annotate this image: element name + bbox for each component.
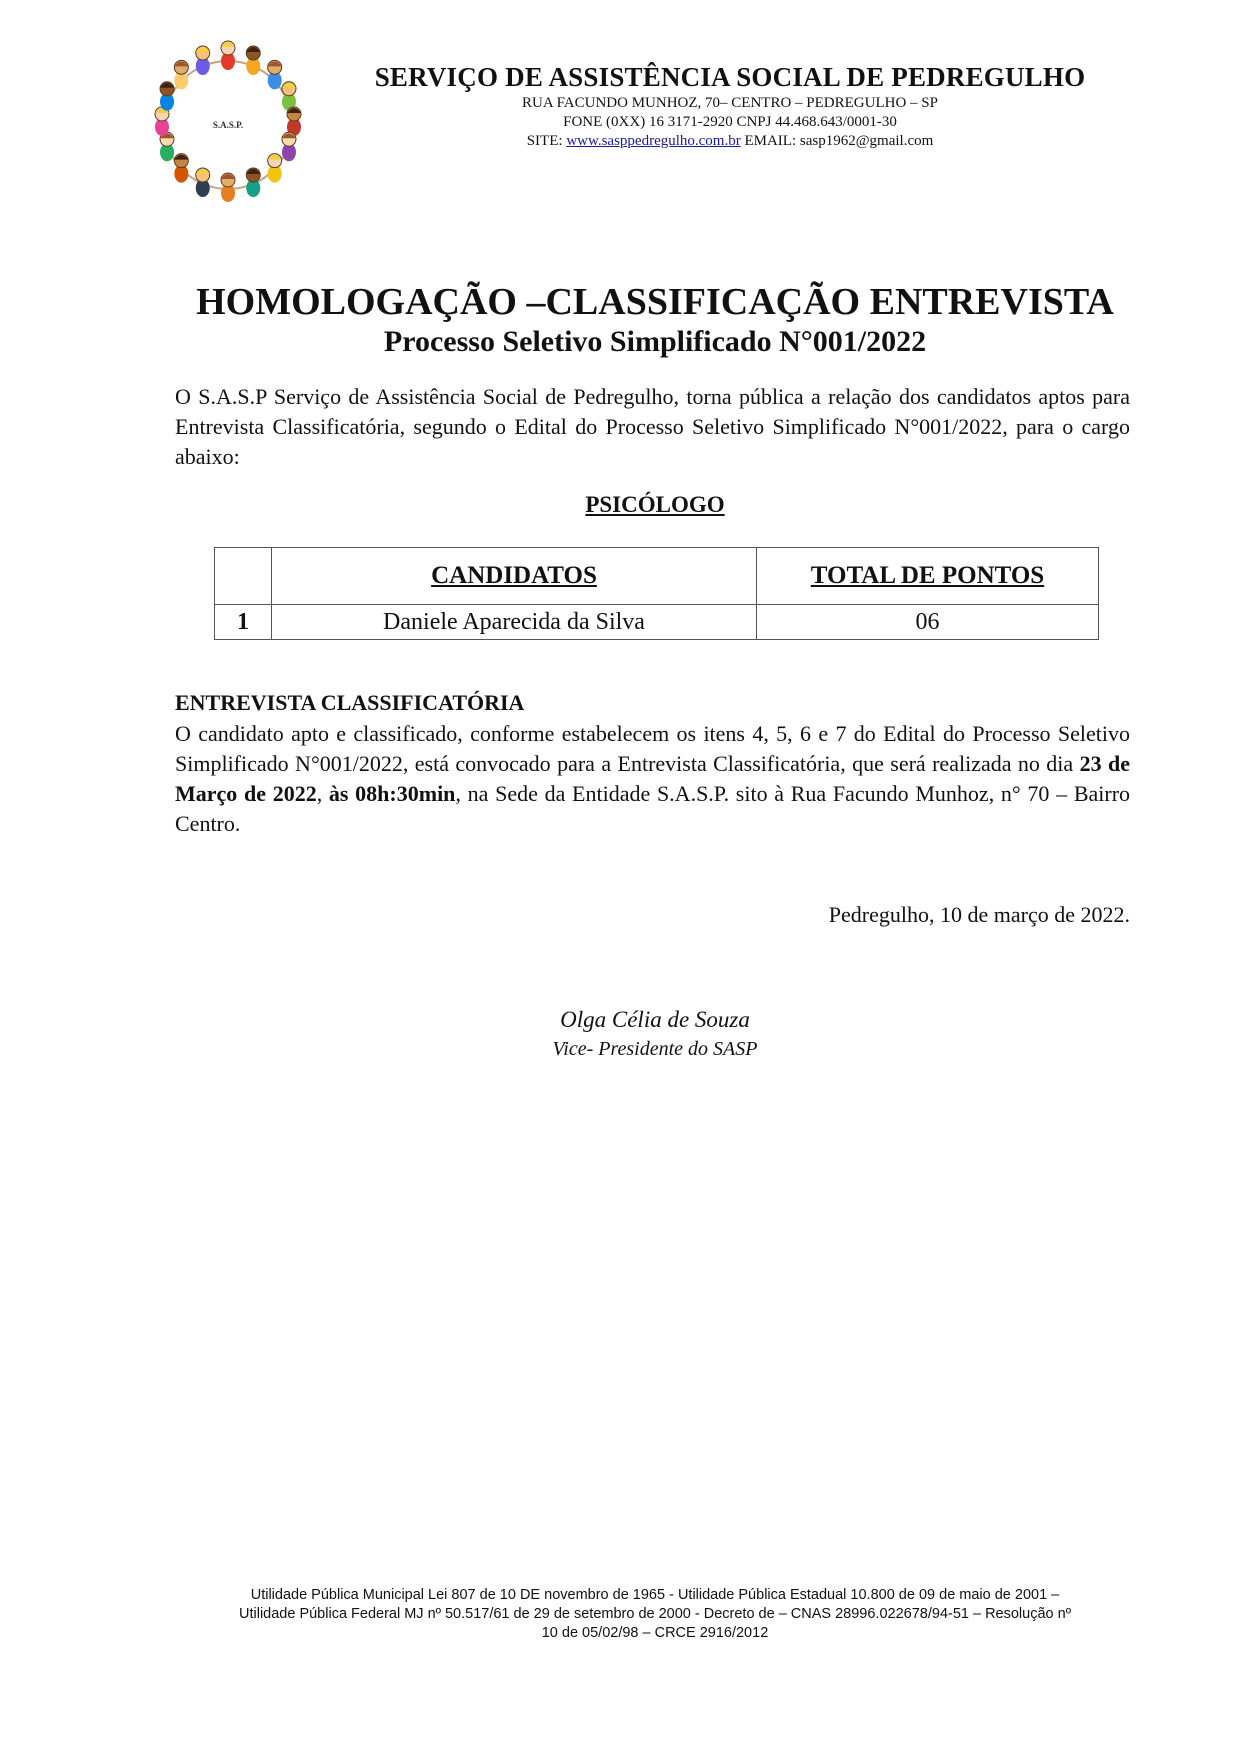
child-figure-icon	[268, 60, 282, 89]
interview-heading: ENTREVISTA CLASSIFICATÓRIA	[175, 690, 525, 715]
child-figure-icon	[196, 46, 210, 75]
child-figure-icon	[160, 82, 174, 111]
children-circle-logo-icon	[128, 30, 328, 215]
candidate-points: 06	[757, 605, 1099, 640]
place-date: Pedregulho, 10 de março de 2022.	[828, 902, 1130, 927]
role-heading: PSICÓLOGO	[585, 492, 725, 517]
email-label: EMAIL:	[740, 133, 800, 149]
child-figure-icon	[221, 41, 235, 70]
interview-date: 23 de Março de 2022	[175, 751, 1131, 806]
site-label: SITE:	[526, 133, 567, 149]
candidates-table	[214, 547, 1099, 640]
child-figure-icon	[155, 107, 169, 136]
table-row	[215, 605, 1099, 640]
org-address: RUA FACUNDO MUNHOZ, 70– CENTRO – PEDREGULHO – SP	[521, 95, 938, 111]
logo-text: S.A.S.P.	[212, 120, 244, 130]
footer-line-2: Utilidade Pública Federal MJ nº 50.517/61 de 29 de setembro de 2000 - Decreto de – CNAS 28996.022678/94-51 – Resolução nº	[239, 1606, 1071, 1622]
child-figure-icon	[246, 46, 260, 75]
header-points: TOTAL DE PONTOS	[757, 548, 1099, 605]
child-figure-icon	[160, 132, 174, 161]
child-figure-icon	[221, 173, 235, 202]
header-candidates: CANDIDATOS	[272, 548, 757, 605]
child-figure-icon	[246, 168, 260, 197]
org-contact	[340, 132, 1120, 151]
interview-text-2: ,	[316, 781, 329, 806]
row-number: 1	[215, 605, 272, 640]
table-header-row	[215, 548, 1099, 605]
intro-paragraph: O S.A.S.P Serviço de Assistência Social de Pedregulho, torna pública a relação dos candidatos aptos para Entrevista Classificatória, segundo o Edital do Processo Seletivo Simplificado N°001/2022, para o cargo abaixo:	[175, 384, 1130, 469]
candidate-name: Daniele Aparecida da Silva	[272, 605, 757, 640]
org-phone: FONE (0XX) 16 3171-2920 CNPJ 44.468.643/0001-30	[563, 114, 897, 130]
child-figure-icon	[282, 132, 296, 161]
interview-time: às 08h:30min	[328, 781, 456, 806]
child-figure-icon	[196, 168, 210, 197]
footer-line-3: 10 de 05/02/98 – CRCE 2916/2012	[541, 1625, 769, 1641]
document-title: HOMOLOGAÇÃO –CLASSIFICAÇÃO ENTREVISTA	[196, 281, 1114, 323]
signatory-name: Olga Célia de Souza	[560, 1007, 750, 1032]
child-figure-icon	[282, 82, 296, 111]
site-link[interactable]: www.sasppedregulho.com.br	[566, 133, 741, 149]
header-num	[215, 548, 272, 605]
signatory-role: Vice- Presidente do SASP	[552, 1038, 758, 1060]
footer	[150, 1586, 1160, 1643]
child-figure-icon	[287, 107, 301, 136]
child-figure-icon	[174, 60, 188, 89]
email-address: sasp1962@gmail.com	[799, 133, 934, 149]
org-name: SERVIÇO DE ASSISTÊNCIA SOCIAL DE PEDREGULHO	[374, 62, 1086, 92]
interview-text-1: O candidato apto e classificado, conforme estabelecem os itens 4, 5, 6 e 7 do Edital do Processo Seletivo Simplificado N°001/2022, está convocado para a Entrevista Classificatória, que será realizada no dia	[175, 721, 1130, 776]
document-subtitle: Processo Seletivo Simplificado N°001/2022	[383, 325, 927, 358]
footer-line-1: Utilidade Pública Municipal Lei 807 de 10 DE novembro de 1965 - Utilidade Pública Estadual 10.800 de 09 de maio de 2001 –	[250, 1587, 1060, 1603]
org-header	[340, 60, 1120, 151]
child-figure-icon	[268, 154, 282, 183]
interview-text-3: , na Sede da Entidade S.A.S.P. sito à Rua Facundo Munhoz, n° 70 – Bairro Centro.	[175, 781, 1131, 836]
child-figure-icon	[174, 154, 188, 183]
interview-paragraph	[175, 719, 1130, 839]
sasp-logo	[128, 30, 328, 215]
